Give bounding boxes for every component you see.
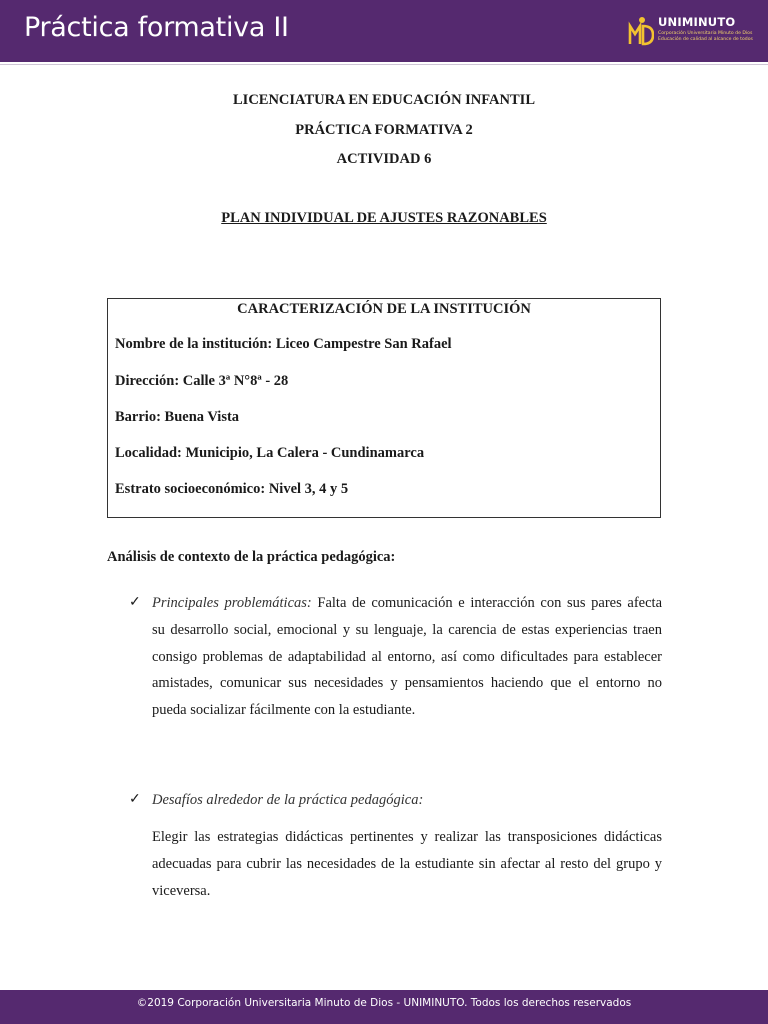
challenges-line: Elegir las estrategias didácticas pertinentes y realizar las transposiciones didácticas [152, 829, 662, 845]
problems-paragraph [152, 590, 662, 724]
problems-line: consigo problemas de adaptabilidad al entorno, así como dificultades para establecer [152, 648, 662, 665]
activity-title: ACTIVIDAD 6 [336, 151, 432, 167]
challenges-line: viceversa. [152, 882, 211, 899]
institution-name: Nombre de la institución: Liceo Campestre San Rafael [115, 336, 452, 352]
institution-neighborhood: Barrio: Buena Vista [115, 409, 240, 425]
problems-line: pueda socializar fácilmente con la estudiante. [152, 702, 416, 719]
institution-locality: Localidad: Municipio, La Calera - Cundinamarca [115, 445, 425, 461]
header-divider [0, 64, 768, 65]
institution-box-title: CARACTERIZACIÓN DE LA INSTITUCIÓN [237, 301, 531, 317]
analysis-heading: Análisis de contexto de la práctica pedagógica: [107, 549, 396, 565]
header-title: Práctica formativa II [24, 12, 289, 43]
course-title: PRÁCTICA FORMATIVA 2 [295, 122, 473, 138]
problems-line: Principales problemáticas: Falta de comunicación e interacción con sus pares afecta [152, 595, 663, 611]
page-header [0, 0, 768, 62]
institution-stratum: Estrato socioeconómico: Nivel 3, 4 y 5 [115, 481, 349, 497]
challenges-label: Desafíos alrededor de la práctica pedagógica: [152, 792, 424, 808]
footer-copyright: ©2019 Corporación Universitaria Minuto de Dios - UNIMINUTO. Todos los derechos reservados [136, 997, 632, 1009]
problems-line: su desarrollo social, emocional y su lenguaje, la carencia de estas experiencias traen [152, 621, 662, 638]
problems-label: Principales problemáticas: [152, 595, 312, 611]
logo-name: UNIMINUTO [658, 15, 736, 29]
logo-subtitle: Corporación Universitaria Minuto de Dios [658, 31, 753, 36]
page-footer [0, 990, 768, 1024]
uniminuto-logo-icon [628, 16, 654, 46]
challenges-line: adecuadas para cubrir las necesidades de la estudiante sin afectar al resto del grupo y [152, 855, 662, 872]
logo-tagline: Educación de calidad al alcance de todos [658, 37, 753, 42]
plan-title: PLAN INDIVIDUAL DE AJUSTES RAZONABLES [221, 210, 547, 226]
challenges-label-row [152, 787, 662, 814]
challenges-paragraph [152, 824, 662, 904]
checkmark-icon: ✓ [129, 792, 141, 807]
institution-address: Dirección: Calle 3ª N°8ª - 28 [115, 373, 289, 389]
checkmark-icon: ✓ [129, 595, 141, 610]
institution-box [107, 298, 661, 518]
degree-title: LICENCIATURA EN EDUCACIÓN INFANTIL [233, 92, 535, 108]
problems-line: amistades, comunicar sus necesidades y pensamientos haciendo que el entorno no [152, 675, 662, 692]
uniminuto-logo [628, 14, 752, 50]
